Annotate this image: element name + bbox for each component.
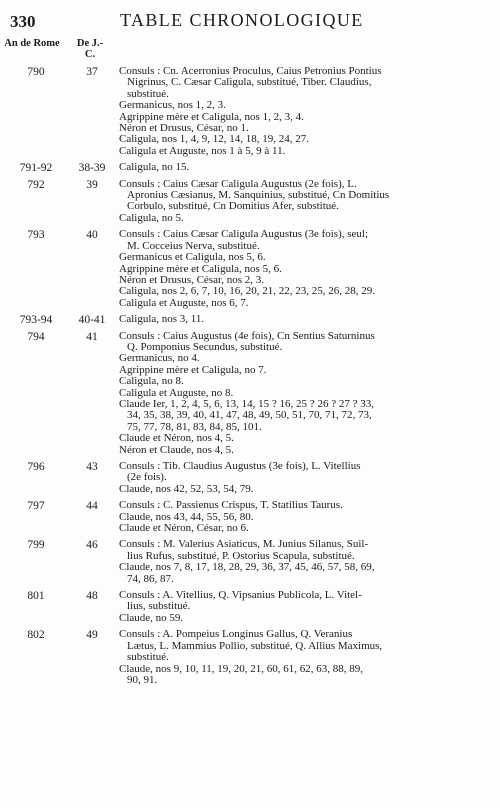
year-jc: 41: [86, 330, 98, 343]
entry-line: Claude, nos 9, 10, 11, 19, 20, 21, 60, 61, 62, 63, 88, 89,: [119, 662, 364, 675]
entry-line: lius, substitué.: [127, 600, 191, 613]
entry-body: [119, 331, 491, 456]
chronology-entry: [0, 539, 500, 585]
entry-body: [119, 162, 491, 173]
year-jc: 40: [86, 229, 98, 242]
entry-line: Caligula, no 8.: [119, 375, 184, 388]
year-jc: 39: [86, 178, 98, 191]
entry-line: Caligula, no 5.: [119, 211, 184, 224]
year-rome: 797: [27, 500, 45, 513]
entry-line: Consuls : C. Passienus Crispus, T. Statilius Taurus.: [119, 499, 343, 512]
entry-line: Caligula et Auguste, no 8.: [119, 386, 234, 399]
entry-line: (2e fois).: [127, 471, 167, 484]
chronology-entry: [0, 229, 500, 309]
page-title: TABLE CHRONOLOGIQUE: [120, 10, 364, 30]
entry-line: Germanicus et Caligula, nos 5, 6.: [119, 251, 266, 264]
entry-body: [119, 229, 491, 309]
entry-line: Consuls : Caius Cæsar Caligula Augustus (2e fois), L.: [119, 177, 357, 190]
entry-line: Claude, nos 43, 44, 55, 56, 80.: [119, 510, 254, 523]
chronology-entry: [0, 331, 500, 456]
entry-body: [119, 179, 491, 225]
entry-line: Néron et Drusus, César, no 1.: [119, 122, 249, 135]
year-jc: 46: [86, 539, 98, 552]
page-number: 330: [10, 12, 36, 31]
entry-line: lius Rufus, substitué, P. Ostorius Scapula, substitué.: [127, 549, 355, 562]
entry-line: Caligula, no 15.: [119, 161, 190, 174]
year-rome: 790: [27, 66, 45, 78]
page-header: [0, 0, 500, 60]
entry-line: Caligula, nos 3, 11.: [119, 313, 205, 326]
entry-line: Lætus, L. Mammius Pollio, substitué, Q. Allius Maximus,: [127, 639, 383, 652]
entry-line: Claude Ier, 1, 2, 4, 5, 6, 13, 14, 15 ? 16, 25 ? 26 ? 27 ? 33,: [119, 397, 374, 410]
entry-line: Néron et Claude, nos 4, 5.: [119, 443, 234, 456]
year-jc: 38-39: [78, 162, 106, 175]
entry-body: [119, 461, 491, 495]
entry-line: Consuls : Caius Cæsar Caligula Augustus (3e fois), seul;: [119, 228, 369, 241]
entry-line: Caligula, nos 1, 4, 9, 12, 14, 18, 19, 24, 27.: [119, 133, 310, 146]
year-jc: 48: [86, 590, 98, 603]
year-jc: 43: [86, 461, 98, 473]
entry-line: substitué.: [127, 87, 169, 100]
year-jc: 37: [86, 66, 98, 78]
entry-body: [119, 500, 491, 534]
year-rome: 799: [27, 539, 45, 552]
entry-line: Claude et Néron, César, no 6.: [119, 522, 249, 535]
entry-line: Apronius Cæsianus, M. Sanquinius, substitué, Cn Domitius: [127, 189, 390, 202]
entry-line: Claude et Néron, nos 4, 5.: [119, 432, 234, 445]
entry-line: 74, 86, 87.: [127, 572, 174, 585]
entry-line: Consuls : Tib. Claudius Augustus (3e fois), L. Vitellius: [119, 460, 361, 472]
entry-line: Agrippine mère et Caligula, no 7.: [119, 363, 267, 376]
entry-line: Nigrinus, C. Cæsar Caligula, substitué, Tiber. Claudius,: [127, 76, 372, 89]
year-rome: 792: [27, 178, 45, 191]
entry-line: Consuls : A. Pompeius Longinus Gallus, Q. Veranius: [119, 628, 353, 641]
year-jc: 49: [86, 629, 98, 642]
year-rome: 794: [27, 330, 45, 343]
entry-line: Claude, no 59.: [119, 611, 184, 624]
year-rome: 802: [27, 629, 45, 642]
entry-line: Germanicus, nos 1, 2, 3.: [119, 99, 226, 112]
entry-line: Consuls : M. Valerius Asiaticus, M. Junius Silanus, Suil-: [119, 538, 369, 551]
year-rome: 791-92: [19, 162, 53, 175]
entry-body: [119, 539, 491, 585]
entry-line: Consuls : A. Vitellius, Q. Vipsanius Publicola, L. Vitel-: [119, 589, 362, 602]
chronology-entry: [0, 590, 500, 624]
entry-line: Caligula et Auguste, nos 6, 7.: [119, 296, 249, 309]
year-jc: 40-41: [78, 314, 106, 327]
entry-line: 34, 35, 38, 39, 40, 41, 47, 48, 49, 50, 51, 70, 71, 72, 73,: [127, 409, 372, 422]
entry-line: substitué.: [127, 651, 169, 664]
entry-body: [119, 629, 491, 686]
year-rome: 796: [27, 461, 45, 473]
chronology-table: [0, 66, 500, 691]
entry-line: Caligula, nos 2, 6, 7, 10, 16, 20, 21, 22, 23, 25, 26, 28, 29.: [119, 285, 376, 298]
entry-line: Q. Pomponius Secundus, substitué.: [127, 340, 283, 353]
entry-line: Caligula et Auguste, nos 1 à 5, 9 à 11.: [119, 144, 286, 157]
chronology-entry: [0, 500, 500, 534]
chronology-entry: [0, 179, 500, 225]
chronology-entry: [0, 66, 500, 157]
entry-line: Germanicus, no 4.: [119, 352, 200, 365]
entry-line: Agrippine mère et Caligula, nos 1, 2, 3, 4.: [119, 110, 304, 123]
year-rome: 793: [27, 229, 45, 242]
entry-line: Consuls : Caius Augustus (4e fois), Cn Sentius Saturninus: [119, 329, 375, 342]
entry-line: M. Cocceius Nerva, substitué.: [127, 239, 260, 252]
chronology-entry: [0, 162, 500, 173]
chronology-entry: [0, 461, 500, 495]
year-rome: 793-94: [19, 314, 53, 327]
year-rome: 801: [27, 590, 45, 603]
chronology-entry: [0, 314, 500, 325]
column-header-de-jc: De J.-C.: [76, 38, 104, 60]
entry-line: 90, 91.: [127, 673, 158, 686]
entry-line: Corbulo, substitué, Cn Domitius Afer, substitué.: [127, 200, 339, 213]
entry-body: [119, 314, 491, 325]
entry-body: [119, 590, 491, 624]
year-jc: 44: [86, 500, 98, 513]
entry-line: Agrippine mère et Caligula, nos 5, 6.: [119, 262, 282, 275]
entry-line: 75, 77, 78, 81, 83, 84, 85, 101.: [127, 420, 262, 433]
entry-line: Claude, nos 42, 52, 53, 54, 79.: [119, 482, 254, 495]
entry-line: Claude, nos 7, 8, 17, 18, 28, 29, 36, 37, 45, 46, 57, 58, 69,: [119, 561, 375, 574]
chronology-entry: [0, 629, 500, 686]
entry-line: Néron et Drusus, César, nos 2, 3.: [119, 273, 264, 286]
column-header-an-de-rome: An de Rome: [4, 38, 60, 49]
entry-line: Consuls : Cn. Acerronius Proculus, Caius Petronius Pontius: [119, 65, 382, 77]
entry-body: [119, 66, 491, 157]
